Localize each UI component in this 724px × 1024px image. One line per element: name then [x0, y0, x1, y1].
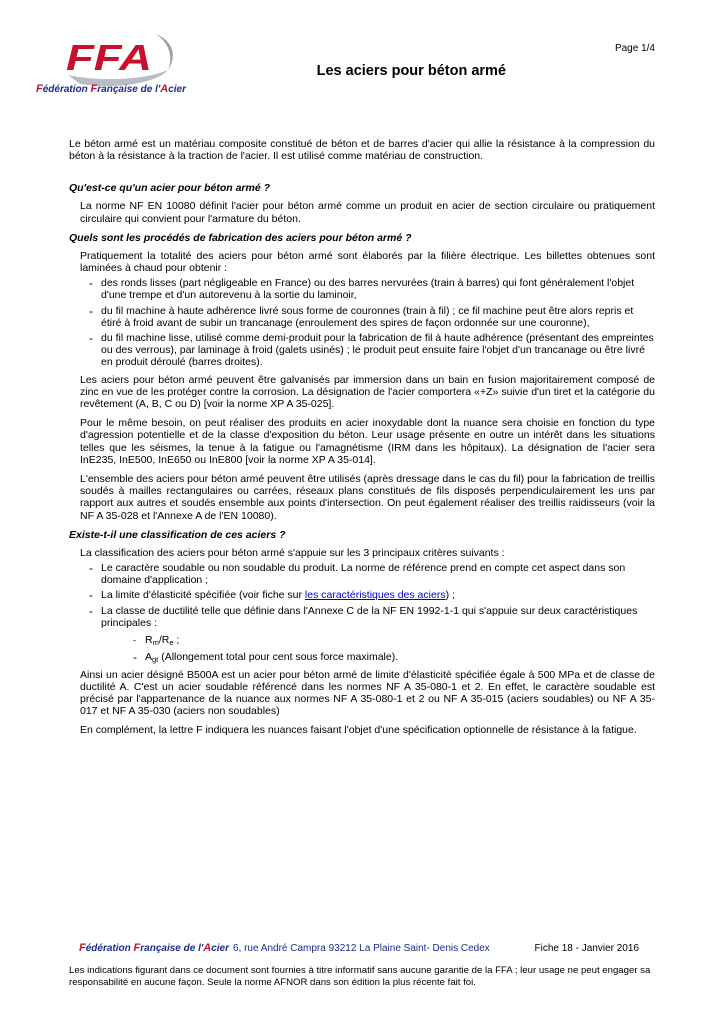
list-item: - Le caractère soudable ou non soudable du produit. La norme de référence prend en compte cet aspect dans son domaine d'application ;	[89, 561, 626, 587]
list-item: - du fil machine à haute adhérence livré sous forme de couronnes (train à fil) ; ce fil machine peut être alors repris et étiré à froid avant de subir un trancanage (enroulement des spires de façon ordonnée sur une couronne),	[89, 303, 634, 329]
disclaimer: Les indications figurant dans ce document sont fournies à titre informatif sans aucune garantie de la FFA ; leur usage ne peut engager sa responsabilité en aucune façon. Seule la norme AFNOR dans son édition la plus récente fait foi.	[69, 965, 651, 988]
inox-paragraph: Pour le même besoin, on peut réaliser des produits en acier inoxydable dont la nuance sera choisie en fonction du type d'agression potentielle et de la classe d'exposition du béton. Leur usage présente en outre un intérêt dans les situations telles que les séismes, la tenue à la fatigue ou l'amagnétisme (IRM dans les hôpitaux). La désignation de l'acier sera InE235, InE500, InE650 ou InE800 [voir la norme XP A 35-014].	[80, 417, 655, 466]
page-footer	[69, 938, 655, 988]
document-body	[69, 138, 655, 744]
logo-tagline: Fédération Française de l'Acier	[36, 83, 186, 95]
list-item: - La limite d'élasticité spécifiée (voir fiche sur les caractéristiques des aciers) ;	[89, 588, 455, 603]
page-title: Les aciers pour béton armé	[316, 63, 506, 79]
list-item: - des ronds lisses (part négligeable en France) ou des barres nervurées (train à barres) qui font généralement l'objet d'une trempe et d'un autorevenu à la sortie du laminoir,	[89, 276, 635, 302]
caracteristiques-link[interactable]: les caractéristiques des aciers	[304, 589, 446, 602]
definition-paragraph: La norme NF EN 10080 définit l'acier pour béton armé comme un produit en acier de section circulaire ou pratiquement circulaire qui convient pour l'armature du béton.	[80, 200, 655, 225]
list-item: - $A_{gt}$ (Allongement total pour cent sous force maximale).	[133, 650, 399, 665]
fatigue-paragraph: En complément, la lettre F indiquera les nuances faisant l'objet d'une spécification optionnelle de résistance à la fatigue.	[80, 724, 637, 737]
footer-organization: Fédération Française de l'Acier	[79, 942, 229, 954]
section-heading-classification: Existe-t-il une classification de ces aciers ?	[69, 528, 286, 541]
b500a-paragraph: Ainsi un acier désigné B500A est un acier pour béton armé de limite d'élasticité spécifiée égale à 500 MPa et de classe de ductilité A. C'est un acier soudable référencé dans les normes NF A 35-080-1 et 2. En effet, le caractère soudable est précisé par l'appartenance de la nuance aux normes NF A 35-080-1 et 2 ou NF A 35-015 (aciers soudables) ou NF A 35-017 et NF A 35-030 (aciers non soudables)	[80, 668, 655, 718]
fabrication-list	[69, 277, 655, 368]
section-heading-definition: Qu'est-ce qu'un acier pour béton armé ?	[69, 182, 271, 195]
footer-line	[79, 938, 655, 956]
footer-address: 6, rue André Campra 93212 La Plaine Saint- Denis Cedex	[232, 943, 490, 954]
galvanisation-paragraph: Les aciers pour béton armé peuvent être galvanisés par immersion dans un bain en fusion majoritairement composé de zinc en vue de les protéger contre la corrosion. La désignation de l'acier comportera «+Z» suivie d'un tiret et la catégorie du revêtement (A, B, C ou D) [voir la norme XP A 35-025].	[80, 373, 655, 411]
section-heading-fabrication: Quels sont les procédés de fabrication des aciers pour béton armé ?	[69, 231, 412, 244]
classification-intro: La classification des aciers pour béton armé s'appuie sur les 3 principaux critères suivants :	[80, 546, 505, 559]
list-item: - $R_m/R_e$ ;	[133, 634, 180, 648]
fabrication-intro: Pratiquement la totalité des aciers pour béton armé sont élaborés par la filière électrique. Les billettes obtenues sont laminées à chaud pour obtenir :	[80, 249, 655, 275]
classification-list	[69, 562, 655, 629]
ductility-sublist	[69, 634, 655, 663]
intro-paragraph: Le béton armé est un matériau composite constitué de béton et de barres d'acier qui allie la résistance à la compression du béton à la résistance à la traction de l'acier. Il est utilisé comme matériau de construction.	[69, 138, 655, 163]
page-number: Page 1/4	[614, 43, 655, 54]
treillis-paragraph: L'ensemble des aciers pour béton armé peuvent être utilisés (après dressage dans le cas du fil) pour la fabrication de treillis soudés à mailles rectangulaires ou carrées, réseaux plans constitués de fils disposés perpendiculairement les uns par rapport aux autres et soudés ensemble aux points d'intersection. On peut également réaliser des treillis raidisseurs (voir la NF A 35-028 et l'Annexe A de l'EN 10080).	[80, 473, 655, 522]
list-item: - La classe de ductilité telle que définie dans l'Annexe C de la NF EN 1992-1-1 qui s'appuie sur deux caractéristiques principales :	[89, 603, 638, 629]
footer-fiche: Fiche 18 - Janvier 2016	[534, 943, 639, 954]
list-item: - du fil machine lisse, utilisé comme demi-produit pour la fabrication de fil à haute adhérence (présentant des empreintes ou des verrous), par laminage à froid (galets usinés) ; le produit peut ensuite faire l'objet d'un trancanage ou être livré en produit déroulé (barres droites).	[89, 331, 654, 369]
logo-text: FFA	[66, 37, 152, 78]
